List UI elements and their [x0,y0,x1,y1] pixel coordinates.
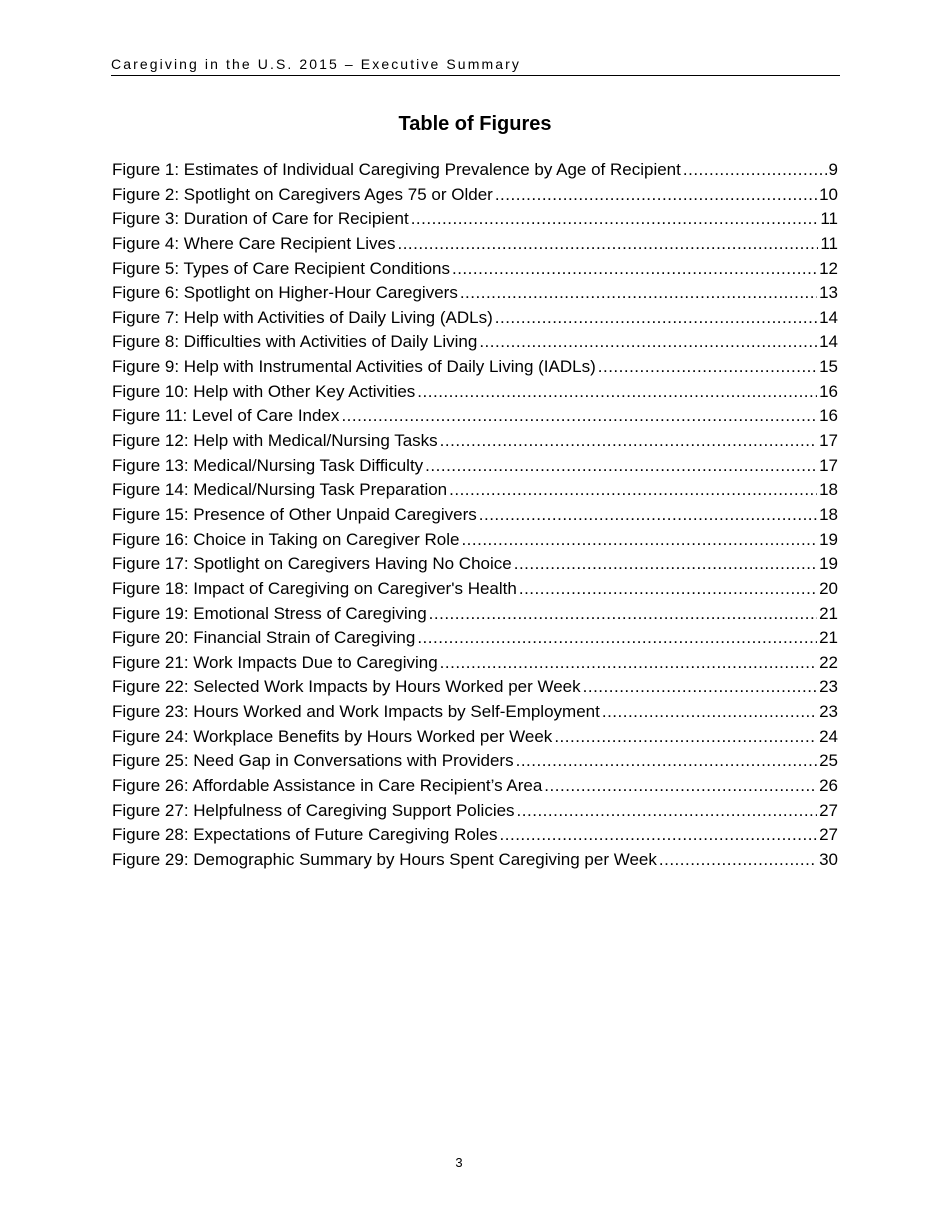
toc-entry-label: Figure 14: Medical/Nursing Task Preparation [112,480,448,500]
toc-entry-label: Figure 5: Types of Care Recipient Conditions [112,258,450,278]
toc-entry-page-number: 27 [819,825,838,845]
toc-entry-page-number: 18 [819,504,838,524]
toc-entry[interactable] [112,675,838,700]
toc-entry[interactable] [112,330,838,355]
toc-entry[interactable] [112,306,838,331]
toc-entry-label: Figure 2: Spotlight on Caregivers Ages 75 or Older [112,184,493,204]
dot-leader [449,478,817,502]
dot-leader [479,330,817,354]
toc-entry-page-number: 14 [819,307,838,327]
dot-leader [495,183,817,207]
toc-entry-page-number: 20 [819,578,838,598]
toc-entry-page-number: 16 [819,381,838,401]
dot-leader [461,528,817,552]
toc-entry-label: Figure 11: Level of Care Index [112,406,340,426]
toc-entry-page-number: 21 [819,628,838,648]
toc-entry-label: Figure 26: Affordable Assistance in Care Recipient’s Area [112,776,543,796]
toc-entry[interactable] [112,429,838,454]
toc-entry-page-number: 15 [819,357,838,377]
toc-entry[interactable] [112,848,838,873]
toc-entry-page-number: 30 [819,849,838,869]
dot-leader [425,454,817,478]
toc-entry-label: Figure 29: Demographic Summary by Hours Spent Caregiving per Week [112,849,657,869]
dot-leader [452,257,817,281]
page-title: Table of Figures [398,113,552,135]
dot-leader [417,626,817,650]
toc-entry-page-number: 25 [819,751,838,771]
dot-leader [519,577,817,601]
toc-entry[interactable] [112,774,838,799]
toc-entry-page-number: 27 [819,800,838,820]
toc-entry-label: Figure 28: Expectations of Future Caregiving Roles [112,825,498,845]
dot-leader [440,651,817,675]
toc-entry-label: Figure 8: Difficulties with Activities of Daily Living [112,332,478,352]
toc-entry-page-number: 9 [828,160,838,179]
table-of-figures-list [112,158,838,873]
toc-entry-page-number: 14 [819,332,838,352]
dot-leader [500,823,818,847]
dot-leader [544,774,817,798]
toc-entry-label: Figure 27: Helpfulness of Caregiving Support Policies [112,800,515,820]
dot-leader [479,503,817,527]
toc-entry-label: Figure 15: Presence of Other Unpaid Caregivers [112,504,477,524]
dot-leader [429,602,817,626]
toc-entry-label: Figure 12: Help with Medical/Nursing Tasks [112,431,438,451]
toc-entry-label: Figure 4: Where Care Recipient Lives [112,233,396,253]
toc-entry-label: Figure 21: Work Impacts Due to Caregiving [112,652,438,672]
toc-entry-page-number: 21 [819,603,838,623]
dot-leader [411,207,819,231]
toc-entry[interactable] [112,158,838,183]
dot-leader [583,675,817,699]
toc-entry[interactable] [112,404,838,429]
dot-leader [683,158,827,182]
toc-entry-label: Figure 23: Hours Worked and Work Impacts by Self-Employment [112,702,600,722]
toc-entry-page-number: 19 [819,554,838,574]
toc-entry[interactable] [112,207,838,232]
toc-entry[interactable] [112,626,838,651]
toc-entry[interactable] [112,478,838,503]
toc-entry-page-number: 11 [820,209,838,229]
dot-leader [495,306,817,330]
toc-entry-label: Figure 17: Spotlight on Caregivers Having No Choice [112,554,512,574]
toc-entry[interactable] [112,700,838,725]
toc-entry-page-number: 19 [819,529,838,549]
toc-entry[interactable] [112,528,838,553]
dot-leader [417,380,817,404]
toc-entry[interactable] [112,823,838,848]
dot-leader [554,725,817,749]
toc-entry-label: Figure 6: Spotlight on Higher-Hour Caregivers [112,283,458,303]
toc-entry-page-number: 13 [819,283,838,303]
toc-entry[interactable] [112,749,838,774]
toc-entry-label: Figure 22: Selected Work Impacts by Hours Worked per Week [112,677,581,697]
toc-entry-label: Figure 16: Choice in Taking on Caregiver Role [112,529,460,549]
toc-entry[interactable] [112,725,838,750]
toc-entry[interactable] [112,602,838,627]
toc-entry[interactable] [112,380,838,405]
page-number: 3 [455,1155,463,1170]
dot-leader [598,355,817,379]
toc-entry-label: Figure 3: Duration of Care for Recipient [112,209,409,229]
toc-entry-page-number: 17 [819,455,838,475]
toc-entry[interactable] [112,503,838,528]
toc-entry-page-number: 16 [819,406,838,426]
dot-leader [440,429,817,453]
toc-entry-label: Figure 7: Help with Activities of Daily Living (ADLs) [112,307,493,327]
toc-entry[interactable] [112,257,838,282]
toc-entry-label: Figure 19: Emotional Stress of Caregiving [112,603,427,623]
toc-entry-page-number: 24 [819,726,838,746]
dot-leader [341,404,817,428]
toc-entry-page-number: 23 [819,702,838,722]
toc-entry-page-number: 18 [819,480,838,500]
toc-entry[interactable] [112,281,838,306]
toc-entry-label: Figure 1: Estimates of Individual Caregiving Prevalence by Age of Recipient [112,160,681,179]
toc-entry[interactable] [112,232,838,257]
dot-leader [514,552,817,576]
toc-entry[interactable] [112,651,838,676]
dot-leader [397,232,818,256]
toc-entry-page-number: 23 [819,677,838,697]
toc-entry[interactable] [112,183,838,208]
toc-entry-page-number: 26 [819,776,838,796]
running-header: Caregiving in the U.S. 2015 – Executive Summary [111,56,840,76]
toc-entry-label: Figure 10: Help with Other Key Activities [112,381,416,401]
toc-entry-label: Figure 25: Need Gap in Conversations with Providers [112,751,514,771]
toc-entry[interactable] [112,552,838,577]
toc-entry[interactable] [112,454,838,479]
toc-entry-label: Figure 24: Workplace Benefits by Hours Worked per Week [112,726,553,746]
toc-entry-page-number: 17 [819,431,838,451]
toc-entry-label: Figure 20: Financial Strain of Caregiving [112,628,416,648]
dot-leader [517,799,818,823]
toc-entry-label: Figure 9: Help with Instrumental Activities of Daily Living (IADLs) [112,357,596,377]
dot-leader [516,749,817,773]
toc-entry-page-number: 11 [820,233,838,253]
toc-entry-label: Figure 13: Medical/Nursing Task Difficulty [112,455,424,475]
toc-entry-page-number: 12 [819,258,838,278]
toc-entry-page-number: 10 [819,184,838,204]
dot-leader [460,281,817,305]
toc-entry-label: Figure 18: Impact of Caregiving on Caregiver's Health [112,578,517,598]
toc-entry[interactable] [112,577,838,602]
dot-leader [602,700,817,724]
toc-entry[interactable] [112,355,838,380]
toc-entry[interactable] [112,799,838,824]
toc-entry-page-number: 22 [819,652,838,672]
dot-leader [659,848,817,872]
